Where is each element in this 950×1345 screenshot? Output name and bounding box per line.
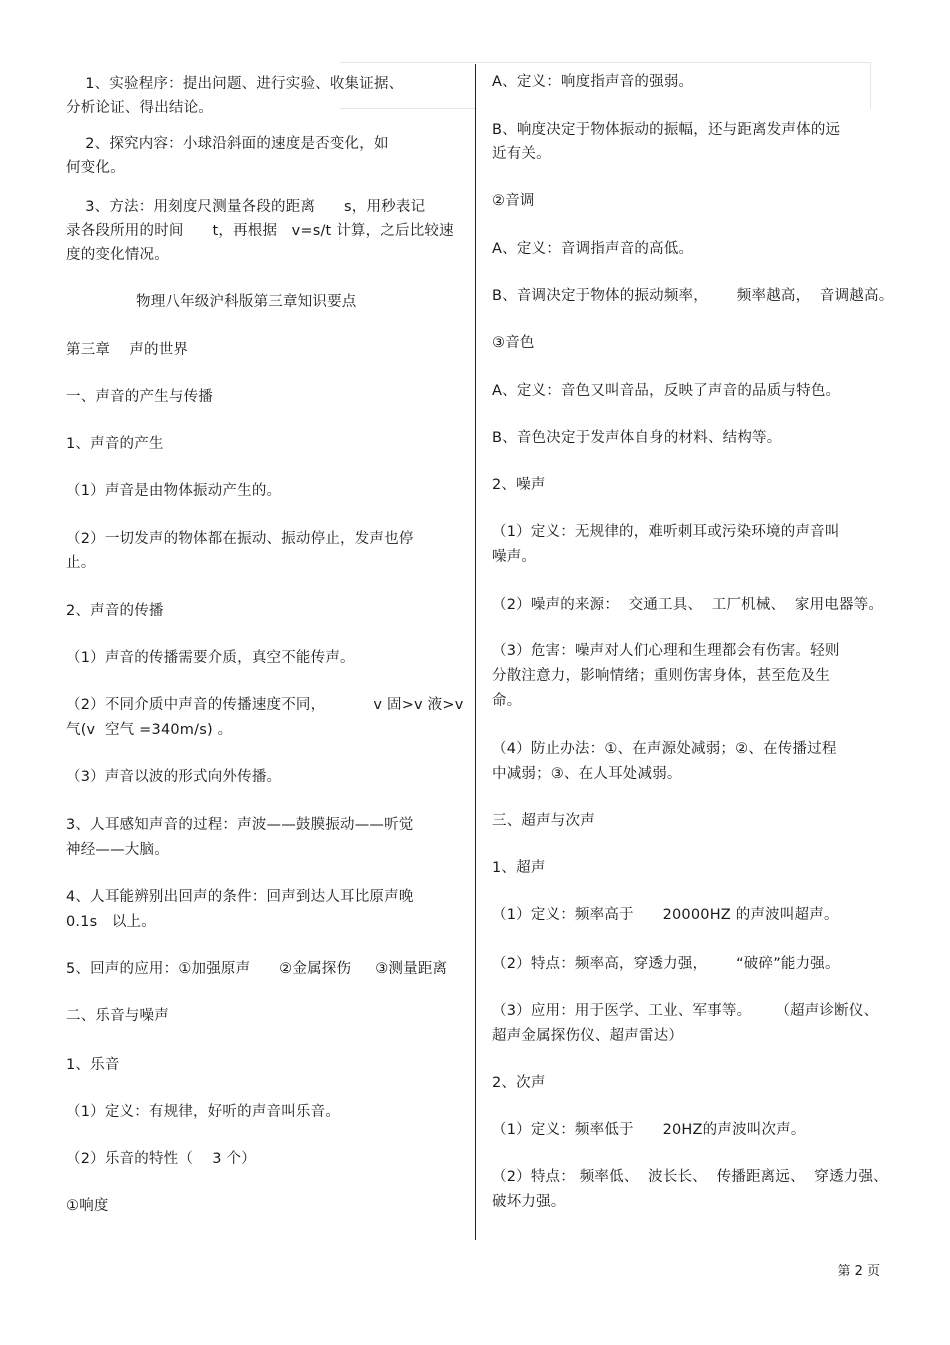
chapter-heading: 第三章 声的世界	[66, 342, 189, 358]
text-line: 何变化。	[66, 160, 125, 176]
text-line: 5、回声的应用：①加强原声 ②金属探伤 ③测量距离	[66, 961, 448, 977]
text-line: （2）噪声的来源： 交通工具、 工厂机械、 家用电器等。	[492, 597, 884, 613]
text-line: 1、实验程序：提出问题、进行实验、收集证据、	[66, 76, 404, 92]
text-line: （2）特点： 频率低、 波长长、 传播距离远、 穿透力强、	[492, 1169, 888, 1185]
text-line: 命。	[492, 693, 522, 709]
faint-frame-line	[340, 108, 475, 109]
text-line: 录各段所用的时间 t，再根据 v=s/t 计算，之后比较速	[66, 223, 454, 239]
text-line: （1）定义：频率高于 20000HZ 的声波叫超声。	[492, 907, 839, 923]
text-line: （2）一切发声的物体都在振动、振动停止，发声也停	[66, 531, 414, 547]
subheading: 2、次声	[492, 1075, 546, 1091]
text-line: （1）声音是由物体振动产生的。	[66, 483, 282, 499]
text-line: 近有关。	[492, 146, 551, 162]
page-number: 第 2 页	[837, 1264, 880, 1279]
text-line: （1）定义：有规律，好听的声音叫乐音。	[66, 1104, 341, 1120]
text-line: （1）声音的传播需要介质，真空不能传声。	[66, 650, 355, 666]
subheading: 1、声音的产生	[66, 436, 164, 452]
subheading: 1、超声	[492, 860, 546, 876]
text-line: （2）乐音的特性（ 3 个）	[66, 1151, 256, 1167]
text-line: （2）特点：频率高，穿透力强， “破碎”能力强。	[492, 956, 840, 972]
subheading: 2、声音的传播	[66, 603, 164, 619]
text-line: 噪声。	[492, 549, 537, 565]
text-line: A、定义：音色又叫音品，反映了声音的品质与特色。	[492, 383, 841, 399]
text-line: （3）危害：噪声对人们心理和生理都会有伤害。轻则	[492, 643, 840, 659]
text-line: 破坏力强。	[492, 1194, 566, 1210]
subheading: 1、乐音	[66, 1057, 120, 1073]
section-heading: 三、超声与次声	[492, 813, 595, 829]
text-line: 分散注意力，影响情绪；重则伤害身体，甚至危及生	[492, 668, 831, 684]
subheading: 2、噪声	[492, 477, 546, 493]
subheading: ②音调	[492, 193, 535, 209]
text-line: 气(v 空气 =340m/s) 。	[66, 722, 233, 738]
text-line: 4、人耳能辨别出回声的条件：回声到达人耳比原声晚	[66, 889, 414, 905]
text-line: 3、方法：用刻度尺测量各段的距离 s，用秒表记	[66, 199, 426, 215]
text-line: （3）声音以波的形式向外传播。	[66, 769, 282, 785]
text-line: 超声金属探伤仪、超声雷达）	[492, 1028, 684, 1044]
text-line: B、音调决定于物体的振动频率， 频率越高， 音调越高。	[492, 288, 894, 304]
text-line: B、音色决定于发声体自身的材料、结构等。	[492, 430, 782, 446]
subheading: ③音色	[492, 335, 535, 351]
section-heading: 一、声音的产生与传播	[66, 389, 213, 405]
text-line: B、响度决定于物体振动的振幅，还与距离发声体的远	[492, 122, 841, 138]
text-line: 度的变化情况。	[66, 247, 169, 263]
text-line: 0.1s 以上。	[66, 914, 156, 930]
text-line: （4）防止办法：①、在声源处减弱；②、在传播过程	[492, 741, 837, 757]
text-line: 止。	[66, 555, 96, 571]
text-line: （3）应用：用于医学、工业、军事等。 （超声诊断仪、	[492, 1003, 879, 1019]
section-title: 物理八年级沪科版第三章知识要点	[136, 294, 357, 310]
text-line: A、定义：音调指声音的高低。	[492, 241, 694, 257]
text-line: （1）定义：无规律的，难听刺耳或污染环境的声音叫	[492, 524, 840, 540]
text-line: （2）不同介质中声音的传播速度不同， v 固>v 液>v	[66, 697, 464, 713]
column-divider	[475, 64, 476, 1240]
text-line: （1）定义：频率低于 20HZ的声波叫次声。	[492, 1122, 806, 1138]
text-line: ①响度	[66, 1198, 109, 1214]
text-line: 3、人耳感知声音的过程：声波——鼓膜振动——听觉	[66, 817, 414, 833]
text-line: 2、探究内容：小球沿斜面的速度是否变化，如	[66, 136, 389, 152]
text-line: A、定义：响度指声音的强弱。	[492, 74, 694, 90]
section-heading: 二、乐音与噪声	[66, 1008, 169, 1024]
text-line: 分析论证、得出结论。	[66, 100, 213, 116]
text-line: 神经——大脑。	[66, 842, 169, 858]
text-line: 中减弱；③、在人耳处减弱。	[492, 766, 682, 782]
